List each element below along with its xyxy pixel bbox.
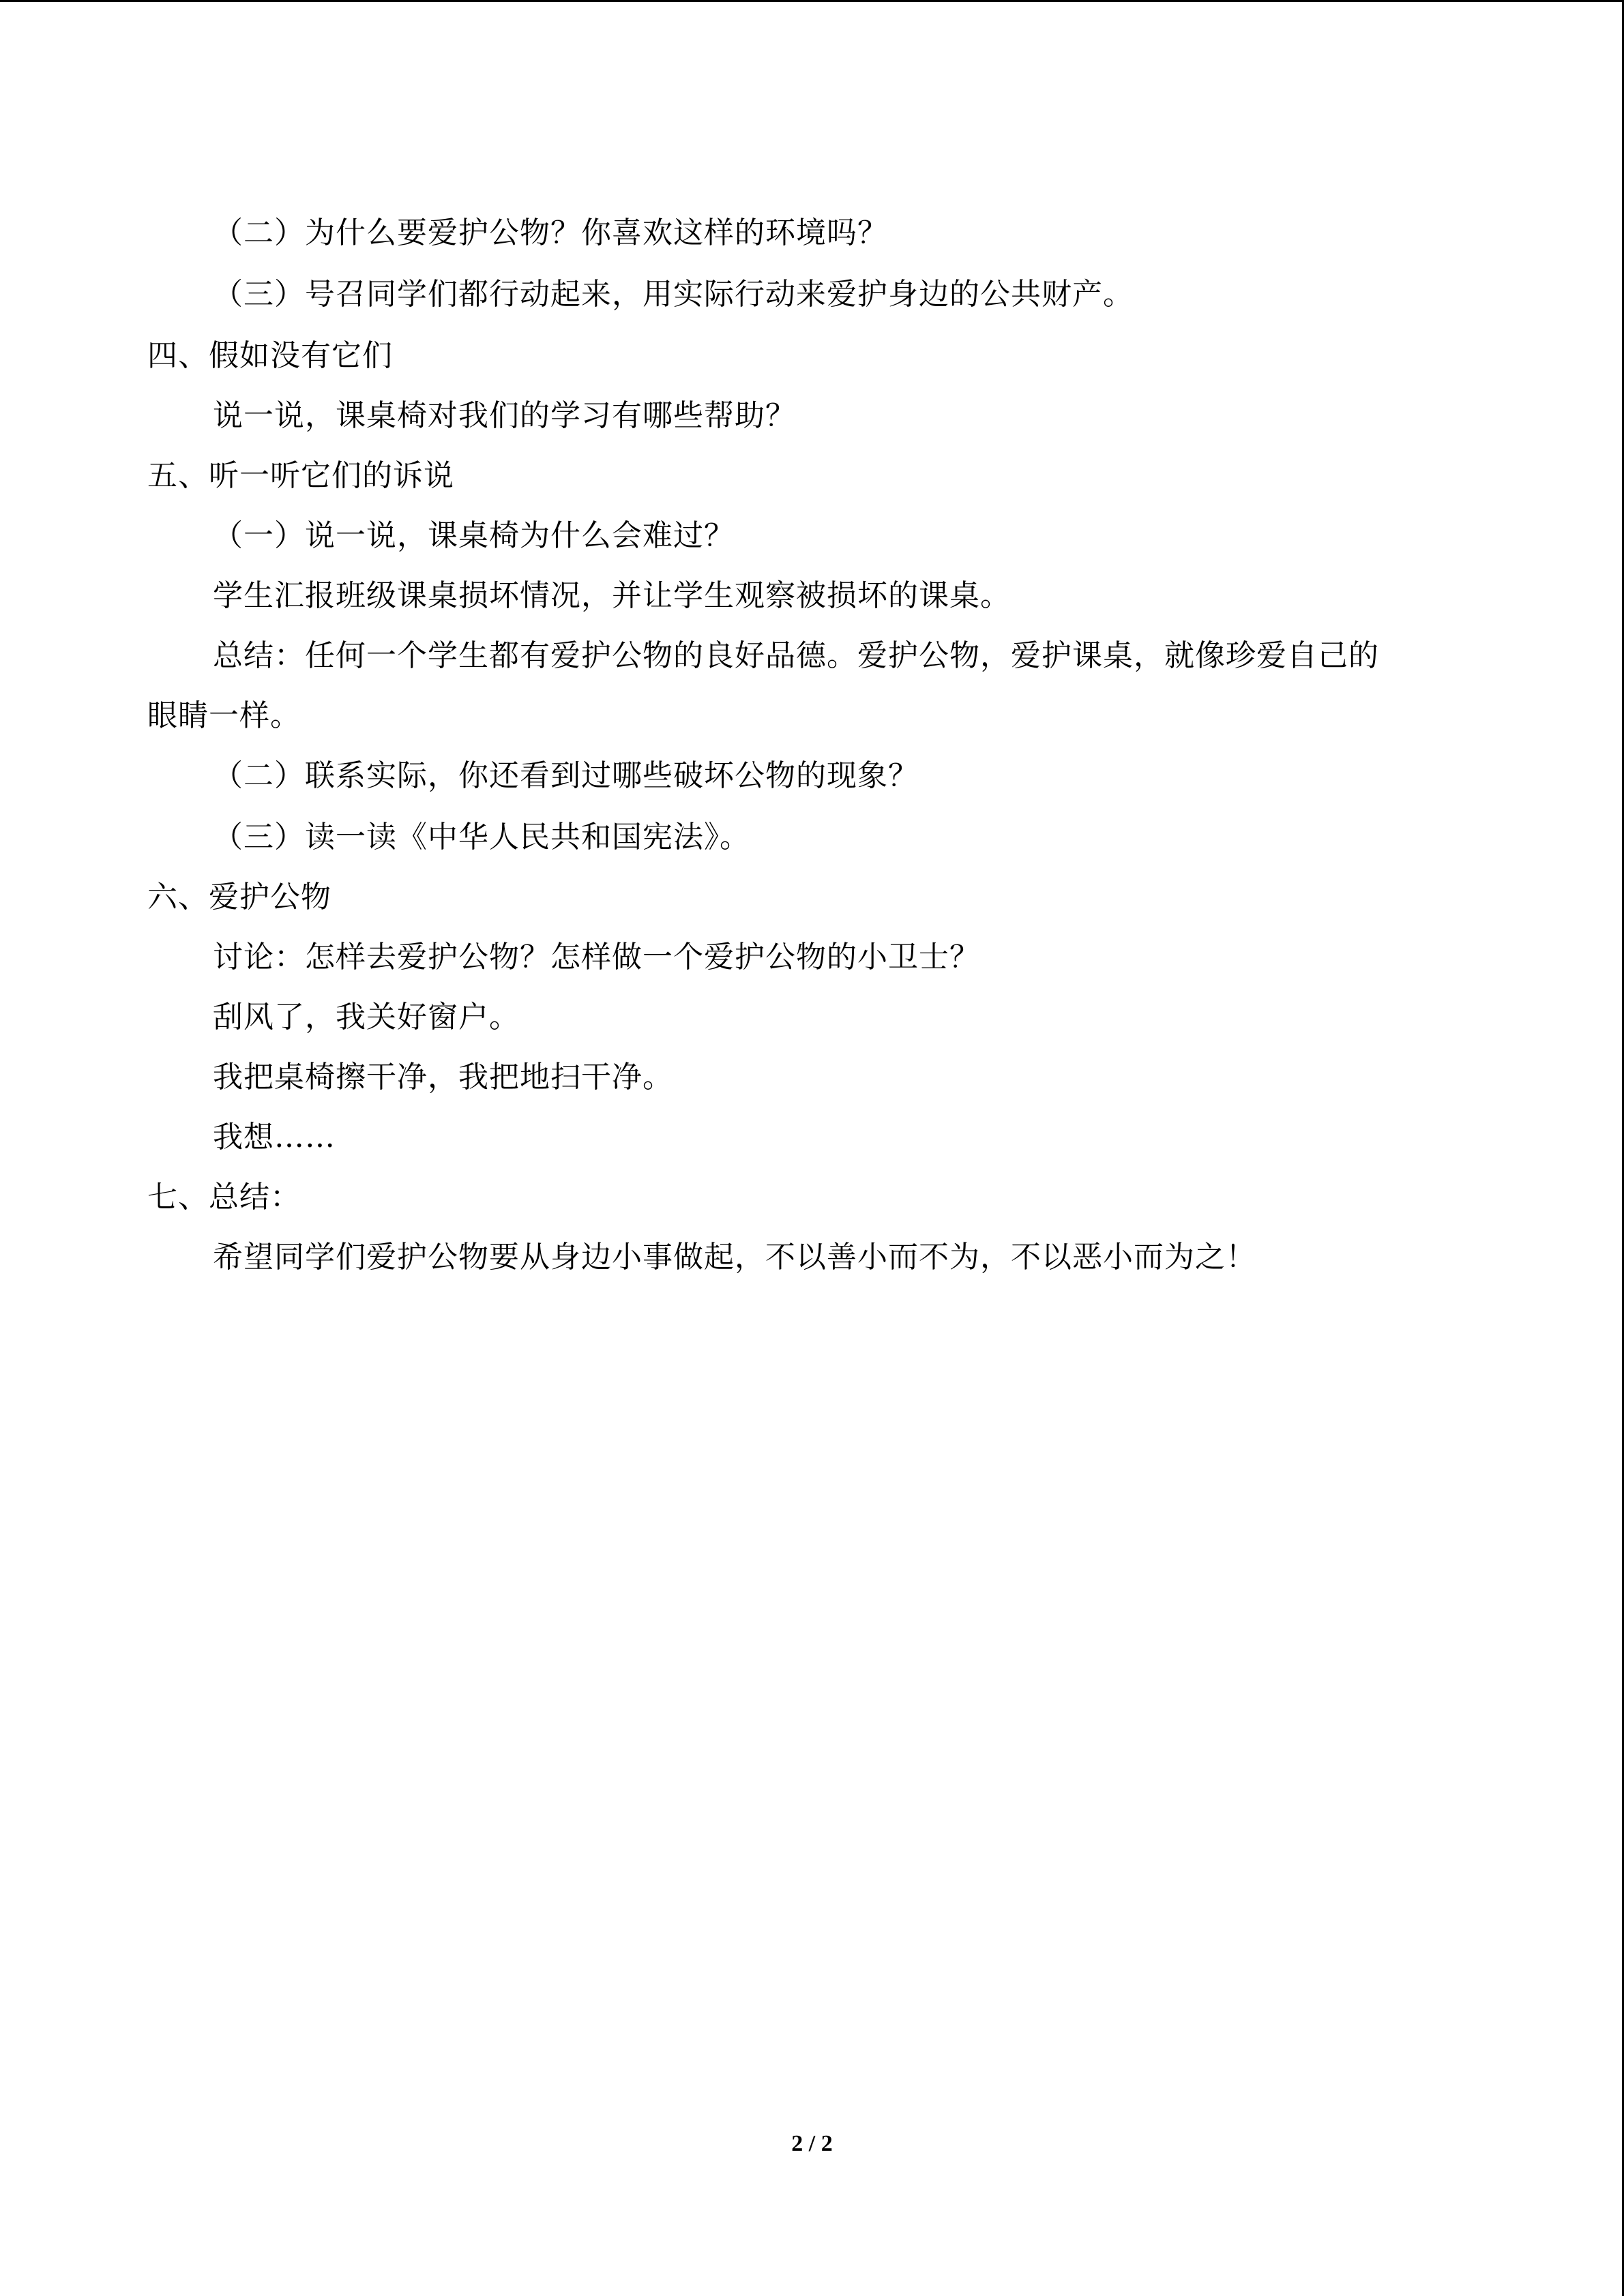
paragraph-line: 说一说，课桌椅对我们的学习有哪些帮助？ (213, 398, 796, 433)
section-heading: 六、爱护公物 (147, 880, 331, 914)
paragraph-line: 我把桌椅擦干净，我把地扫干净。 (213, 1060, 673, 1094)
paragraph-line: （二）联系实际，你还看到过哪些破坏公物的现象？ (213, 758, 919, 793)
paragraph-line: 希望同学们爱护公物要从身边小事做起，不以善小而不为，不以恶小而为之！ (213, 1240, 1256, 1274)
paragraph-line: 我想…… (213, 1120, 336, 1154)
section-heading: 四、假如没有它们 (147, 338, 393, 373)
section-heading: 五、听一听它们的诉说 (147, 458, 454, 493)
section-heading: 七、总结： (147, 1180, 301, 1214)
top-border-line (0, 0, 1624, 2)
paragraph-line: （三）号召同学们都行动起来，用实际行动来爱护身边的公共财产。 (213, 277, 1134, 312)
page-number: 2 / 2 (791, 2131, 833, 2156)
paragraph-line: 总结：任何一个学生都有爱护公物的良好品德。爱护公物，爱护课桌，就像珍爱自己的 (213, 638, 1379, 673)
paragraph-line: （二）为什么要爱护公物？你喜欢这样的环境吗？ (213, 215, 888, 250)
paragraph-line: 眼睛一样。 (147, 698, 301, 733)
paragraph-line: （三）读一读《中华人民共和国宪法》。 (213, 820, 750, 854)
paragraph-line: 讨论：怎样去爱护公物？怎样做一个爱护公物的小卫士？ (213, 940, 980, 974)
paragraph-line: （一）说一说，课桌椅为什么会难过？ (213, 518, 735, 553)
paragraph-line: 学生汇报班级课桌损坏情况，并让学生观察被损坏的课桌。 (213, 578, 1011, 613)
paragraph-line: 刮风了，我关好窗户。 (213, 1000, 520, 1034)
